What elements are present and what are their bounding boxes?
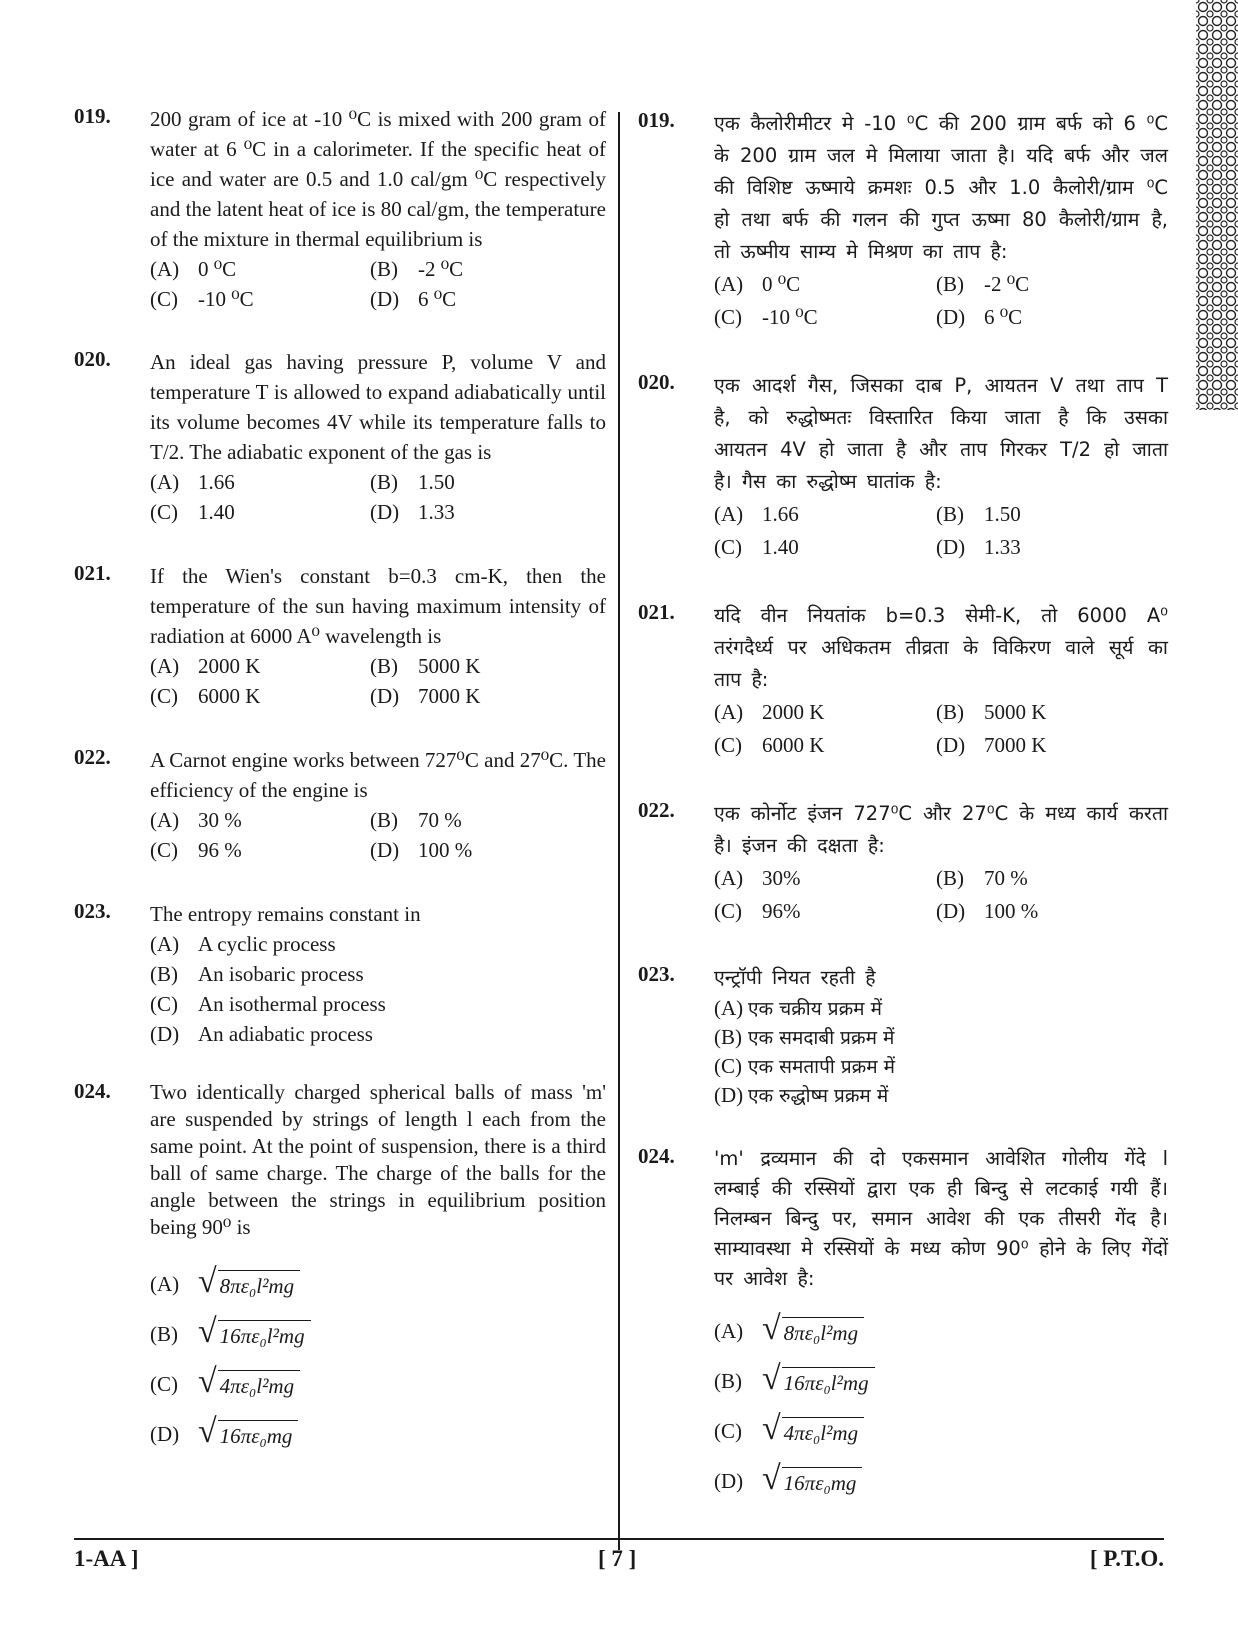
question-text: Two identically charged spherical balls of mass 'm' are suspended by strings of length l each from the same point. At the point of suspension, there is a third ball of same charge. The charge of the balls for the angle between the strings in equilibrium position being 90⁰ is <box>150 1080 606 1239</box>
please-turn-over: [ P.T.O. <box>1089 1546 1164 1571</box>
column-divider <box>618 112 620 1550</box>
option-a: (A) 0 ⁰C <box>714 272 801 296</box>
question-024-en <box>74 1079 606 1459</box>
question-024-hi <box>638 1144 1168 1506</box>
option-d: (D) 100 % <box>936 899 1039 923</box>
option-d: (D) 1.33 <box>936 535 1021 559</box>
option-c: (C) 6000 K <box>150 684 261 708</box>
option-c: (C) 1.40 <box>150 500 235 524</box>
option-c: (C) √ 4πε₀l²mg <box>714 1406 1168 1456</box>
question-number: 023. <box>638 962 675 986</box>
option-b: (B) 70 % <box>936 866 1028 890</box>
option-a: (A) 1.66 <box>150 470 235 494</box>
question-text: 200 gram of ice at -10 ⁰C is mixed with 200 gram of water at 6 ⁰C in a calorimeter. If the specific heat of ice and water are 0.5 and 1.0 cal/gm ⁰C respectively and the latent heat of ice is 80 cal/gm, the temperature of the mixture in thermal equilibrium is <box>150 107 606 251</box>
options <box>714 268 1168 334</box>
question-text: If the Wien's constant b=0.3 cm-K, then the temperature of the sun having maximum intensity of radiation at 6000 A⁰ wavelength is <box>150 564 606 648</box>
option-b: (B) An isobaric process <box>150 962 364 986</box>
question-020-en <box>74 347 606 527</box>
options <box>714 696 1168 762</box>
question-number: 022. <box>638 798 675 822</box>
options <box>150 929 606 1049</box>
option-c: (C) एक समतापी प्रक्रम में <box>714 1054 896 1078</box>
question-text: An ideal gas having pressure P, volume V and temperature T is allowed to expand adiabatically until its volume becomes 4V while its temperature falls to T/2. The adiabatic exponent of the gas is <box>150 350 606 464</box>
english-column <box>74 104 606 1459</box>
question-number: 024. <box>638 1144 675 1168</box>
option-b: (B) 1.50 <box>370 470 455 494</box>
option-a: (A) √ 8πε₀l²mg <box>714 1306 1168 1356</box>
option-a: (A) एक चक्रीय प्रक्रम में <box>714 996 882 1020</box>
option-d: (D) 6 ⁰C <box>370 287 457 311</box>
option-d: (D) 7000 K <box>370 684 481 708</box>
question-022-hi <box>638 798 1168 928</box>
question-021-en <box>74 561 606 711</box>
option-b: (B) √ 16πε₀l²mg <box>150 1309 606 1359</box>
question-text: A Carnot engine works between 727⁰C and 27⁰C. The efficiency of the engine is <box>150 748 606 802</box>
footer-rule <box>74 1538 1164 1540</box>
decorative-border-pattern <box>1196 0 1238 410</box>
question-text: एन्ट्रॉपी नियत रहती है <box>714 966 876 989</box>
option-a: (A) A cyclic process <box>150 932 336 956</box>
option-d: (D) एक रुद्धोष्म प्रक्रम में <box>714 1083 889 1107</box>
option-b: (B) 1.50 <box>936 502 1021 526</box>
options <box>150 651 606 711</box>
option-c: (C) 96 % <box>150 838 242 862</box>
option-c: (C) 1.40 <box>714 535 799 559</box>
question-020-hi <box>638 370 1168 564</box>
option-b: (B) 70 % <box>370 808 462 832</box>
question-number: 020. <box>638 370 675 394</box>
question-019-en <box>74 104 606 314</box>
option-a: (A) 2000 K <box>150 654 261 678</box>
question-number: 024. <box>74 1079 111 1103</box>
question-023-hi <box>638 962 1168 1110</box>
option-b: (B) -2 ⁰C <box>370 257 464 281</box>
question-number: 019. <box>638 108 675 132</box>
option-b: (B) एक समदाबी प्रक्रम में <box>714 1025 895 1049</box>
question-number: 022. <box>74 745 111 769</box>
option-b: (B) -2 ⁰C <box>936 272 1030 296</box>
options <box>714 498 1168 564</box>
option-c: (C) -10 ⁰C <box>150 287 254 311</box>
option-b: (B) 5000 K <box>370 654 481 678</box>
option-d: (D) 1.33 <box>370 500 455 524</box>
question-text: यदि वीन नियतांक b=0.3 सेमी-K, तो 6000 A⁰ तरंगदैर्ध्य पर अधिकतम तीव्रता के विकिरण वाले सूर्य का ताप है: <box>714 604 1168 691</box>
option-c: (C) -10 ⁰C <box>714 305 818 329</box>
question-number: 023. <box>74 899 111 923</box>
option-d: (D) 7000 K <box>936 733 1047 757</box>
paper-code: 1-AA ] <box>74 1546 139 1571</box>
question-text: The entropy remains constant in <box>150 902 421 926</box>
option-d: (D) An adiabatic process <box>150 1022 373 1046</box>
question-text: एक कैलोरीमीटर मे -10 ⁰C की 200 ग्राम बर्फ को 6 ⁰C के 200 ग्राम जल मे मिलाया जाता है। यदि बर्फ और जल की विशिष्ट ऊष्माये क्रमशः 0.5 और 1.0 कैलोरी/ग्राम ⁰C हो तथा बर्फ की गलन की गुप्त ऊष्मा 80 कैलोरी/ग्राम है, तो ऊष्मीय साम्य मे मिश्रण का ताप है: <box>714 112 1168 263</box>
option-c: (C) √ 4πε₀l²mg <box>150 1359 606 1409</box>
question-021-hi <box>638 600 1168 762</box>
options <box>150 467 606 527</box>
option-d: (D) √ 16πε₀mg <box>150 1409 606 1459</box>
option-c: (C) 96% <box>714 899 801 923</box>
option-c: (C) 6000 K <box>714 733 825 757</box>
option-d: (D) √ 16πε₀mg <box>714 1456 1168 1506</box>
question-text: एक कोर्नोट इंजन 727⁰C और 27⁰C के मध्य कार्य करता है। इंजन की दक्षता है: <box>714 802 1168 857</box>
option-a: (A) 0 ⁰C <box>150 257 237 281</box>
question-number: 020. <box>74 347 111 371</box>
option-a: (A) √ 8πε₀l²mg <box>150 1259 606 1309</box>
question-number: 021. <box>638 600 675 624</box>
option-a: (A) 1.66 <box>714 502 799 526</box>
options <box>150 805 606 865</box>
hindi-column <box>638 108 1168 1506</box>
page-number: [ 7 ] <box>598 1546 637 1571</box>
question-number: 021. <box>74 561 111 585</box>
question-022-en <box>74 745 606 865</box>
question-019-hi <box>638 108 1168 334</box>
question-023-en <box>74 899 606 1049</box>
question-number: 019. <box>74 104 111 128</box>
option-b: (B) √ 16πε₀l²mg <box>714 1356 1168 1406</box>
option-d: (D) 100 % <box>370 838 473 862</box>
options <box>150 254 606 314</box>
question-text: एक आदर्श गैस, जिसका दाब P, आयतन V तथा ताप T है, को रुद्धोष्मतः विस्तारित किया जाता है कि उसका आयतन 4V हो जाता है और ताप गिरकर T/2 हो जाता है। गैस का रुद्धोष्म घातांक है: <box>714 374 1168 493</box>
options <box>714 994 1168 1110</box>
question-text: 'm' द्रव्यमान की दो एकसमान आवेशित गोलीय गेंदे l लम्बाई की रस्सियों द्वारा एक ही बिन्दु से लटकाई गयी हैं। निलम्बन बिन्दु पर, समान आवेश की एक तीसरी गेंद है। साम्यावस्था मे रस्सियों के मध्य कोण 90⁰ होने के लिए गेंदों पर आवेश है: <box>714 1147 1168 1290</box>
option-a: (A) 30 % <box>150 808 242 832</box>
option-a: (A) 30% <box>714 866 801 890</box>
option-d: (D) 6 ⁰C <box>936 305 1023 329</box>
option-a: (A) 2000 K <box>714 700 825 724</box>
option-b: (B) 5000 K <box>936 700 1047 724</box>
options <box>714 862 1168 928</box>
option-c: (C) An isothermal process <box>150 992 386 1016</box>
